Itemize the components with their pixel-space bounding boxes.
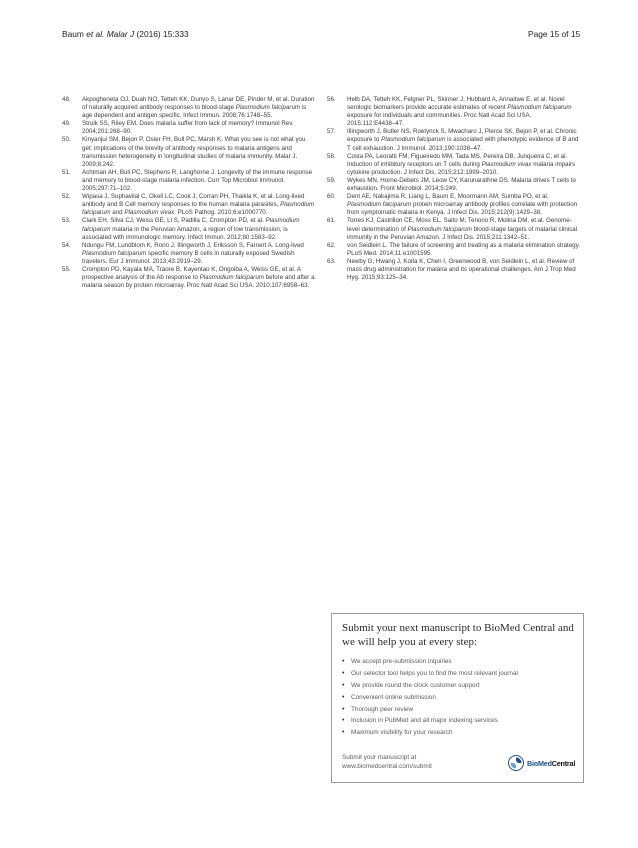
reference-text: Dent AE, Nakajima R, Liang L, Baum E, Moormann AM, Sumba PO, et al. Plasmodium falciparum protein microarray antibody profiles correlate with protection from symptomatic malaria in Kenya. J Infect Dis. 2015;212(9):1429–38. xyxy=(347,193,578,217)
ad-benefit-text: Maximum visibility for your research xyxy=(351,729,453,737)
journal-prefix: Baum xyxy=(62,29,87,39)
ad-benefit-item xyxy=(342,691,578,703)
reference-text: Newby G, Hwang J, Koita K, Chen I, Greenwood B, von Seidlein L, et al. Review of mass drug administration for malaria and its operational challenges. Am J Trop Med Hyg. 2015;93:125–34. xyxy=(347,257,576,282)
reference-item xyxy=(62,266,315,290)
bullet-icon: • xyxy=(342,729,345,737)
ad-benefit-item xyxy=(342,668,578,680)
reference-item xyxy=(327,242,580,258)
reference-item xyxy=(62,242,315,266)
bullet-icon: • xyxy=(342,693,345,701)
reference-number: 49. xyxy=(62,120,71,128)
ad-title: Submit your next manuscript to BioMed Central and we will help you at every step: xyxy=(342,622,574,648)
reference-text: von Seidlein L. The failure of screening and treating as a malaria elimination strategy. PLoS Med. 2014;11:e1001595. xyxy=(347,241,580,257)
reference-item xyxy=(327,153,580,177)
biomed-central-logo-icon xyxy=(508,755,524,771)
page-number: Page 15 of 15 xyxy=(528,29,581,39)
reference-item xyxy=(327,128,580,152)
reference-number: 55. xyxy=(62,265,71,273)
reference-item xyxy=(327,258,580,282)
ad-benefit-text: Convenient online submission xyxy=(351,693,436,701)
ad-benefit-list xyxy=(342,656,578,739)
ad-benefit-item xyxy=(342,715,578,727)
ad-benefit-item xyxy=(342,680,578,692)
reference-item xyxy=(62,96,315,120)
reference-number: 58. xyxy=(327,152,336,160)
reference-number: 54. xyxy=(62,241,71,249)
ad-footer-line: Submit your manuscript at xyxy=(342,754,417,761)
reference-text: Crompton PD, Kayala MA, Traore B, Kayentao K, Ongoiba A, Weiss GE, et al. A prospective analysis of the Ab response to Plasmodium falciparum before and after a malaria season by protein microarray. Proc Natl Acad Sci USA. 2010;107:6958–63. xyxy=(82,265,315,290)
bullet-icon: • xyxy=(342,705,345,713)
ad-benefit-text: Thorough peer review xyxy=(351,705,414,713)
reference-item xyxy=(62,217,315,241)
reference-text: Helb DA, Tetteh KK, Felgner PL, Skinner J, Hubbard A, Arinaitwe E, et al. Novel serologic biomarkers provide accurate estimates of recent Plasmodium falciparum exposure for individuals and communities. Proc Natl Acad Sci USA. 2015;112:E4438–47. xyxy=(347,96,572,128)
biomed-central-ad-box xyxy=(331,613,584,783)
ad-benefit-item xyxy=(342,727,578,739)
reference-number: 63. xyxy=(327,257,336,265)
reference-item xyxy=(62,193,315,217)
bullet-icon: • xyxy=(342,658,345,666)
references-right-column xyxy=(327,96,580,282)
logo-text-b: Central xyxy=(551,758,576,768)
biomed-central-logo-text xyxy=(527,759,575,768)
reference-item xyxy=(327,177,580,193)
reference-number: 51. xyxy=(62,168,71,176)
logo-text-a: BioMed xyxy=(527,758,552,768)
reference-text: Wipasa J, Suphavilai C, Okell LC, Cook J, Corran PH, Thaikla K, et al. Long-lived antibody and B Cell memory responses to the human malaria parasites, Plasmodium falciparum and Plasmodium vivax. PLoS Pathog. 2010;6:e1000770. xyxy=(82,193,315,217)
reference-number: 57. xyxy=(327,128,336,136)
reference-item xyxy=(62,136,315,168)
ad-benefit-text: We accept pre-submission inquiries xyxy=(351,658,452,666)
reference-text: Akpogheneta OJ, Duah NO, Tetteh KK, Dunyo S, Lanar DE, Pinder M, et al. Duration of naturally acquired antibody responses to blood-stage Plasmodium falciparum is age dependent and antigen specific. Infect Immun. 2008;76:1748–55. xyxy=(82,96,315,120)
biomed-central-logo xyxy=(508,755,575,771)
reference-text: Wykes MN, Horne-Debets JM, Leow CY, Karunarathne DS. Malaria drives T cells to exhaustion. Front Microbiol. 2014;5:249. xyxy=(347,176,576,193)
reference-number: 62. xyxy=(327,241,336,249)
reference-text: Torres KJ, Castrillon CE, Moss EL, Saito M, Tenorio R, Molina DM, et al. Genome-level determination of Plasmodium falciparum blood-stage targets of malarial clinical immunity in the Peruvian Amazon. J Infect Dis. 2015;211:1342–51. xyxy=(347,217,578,241)
ad-benefit-text: Our selector tool helps you to find the most relevant journal xyxy=(351,670,518,678)
reference-text: Struik SS, Riley EM. Does malaria suffer from lack of memory? Immunol Rev. 2004;201:268–90. xyxy=(82,120,294,136)
reference-text: Costa PA, Leoratti FM, Figueiredo MM, Tada MS, Pereira DB, Junqueira C, et al. Induction of inhibitory receptors on T cells during Plasmodium vivax malaria impairs cytokine production. J Infect Dis. 2015;212:1999–2010. xyxy=(347,152,576,176)
reference-number: 61. xyxy=(327,217,336,225)
reference-item xyxy=(62,120,315,136)
reference-item xyxy=(62,169,315,193)
reference-text: Clark EH, Silva CJ, Weiss GE, Li S, Padilla C, Crompton PD, et al. Plasmodium falciparum malaria in the Peruvian Amazon, a region of low transmission, is associated with immunologic memory. Infect Immun. 2012;80:1583–92. xyxy=(82,217,300,241)
reference-text: Illingworth J, Butler NS, Roetynck S, Mwacharo J, Pierce SK, Bejon P, et al. Chronic exposure to Plasmodium falciparum is associated with phenotypic evidence of B and T cell exhaustion. J Immunol. 2013;190:1038–47. xyxy=(347,128,579,152)
journal-suffix: (2016) 15:333 xyxy=(134,29,189,39)
bullet-icon: • xyxy=(342,670,345,678)
bullet-icon: • xyxy=(342,681,345,689)
reference-number: 59. xyxy=(327,176,336,184)
ad-benefit-text: Inclusion in PubMed and all major indexing services xyxy=(351,717,498,725)
bullet-icon: • xyxy=(342,717,345,725)
reference-number: 52. xyxy=(62,193,71,201)
reference-item xyxy=(327,96,580,128)
submit-url-link[interactable]: www.biomedcentral.com/submit xyxy=(342,762,432,770)
reference-text: Kinyanjui SM, Bejon P, Osier FH, Bull PC, Marsh K. What you see is not what you get: implications of the brevity of antibody responses to malaria antigens and transmission heterogeneity in longitudinal studies of malaria immunity. Malar J. 2009;8:242. xyxy=(82,136,306,168)
reference-text: Achtman AH, Bull PC, Stephens R, Langhorne J. Longevity of the immune response and memory to blood-stage malaria infection. Curr Top Microbiol Immunol. 2005;297:71–102. xyxy=(82,168,313,193)
ad-benefit-item xyxy=(342,656,578,668)
journal-citation-header xyxy=(62,29,189,39)
reference-number: 60. xyxy=(327,193,336,201)
ad-footer xyxy=(342,754,492,771)
reference-item xyxy=(327,217,580,241)
ad-benefit-item xyxy=(342,703,578,715)
reference-item xyxy=(327,193,580,217)
journal-italic: et al. Malar J xyxy=(86,29,135,39)
reference-number: 48. xyxy=(62,96,71,103)
ad-benefit-text: We provide round the clock customer support xyxy=(351,681,480,689)
reference-number: 56. xyxy=(327,96,336,103)
reference-number: 50. xyxy=(62,136,71,144)
reference-number: 53. xyxy=(62,217,71,225)
reference-text: Ndungu FM, Lundblom K, Rono J, Illingworth J, Eriksson S, Farnert A. Long-lived Plasmodium falciparum specific memory B cells in naturally exposed Swedish travelers. Eur J Immunol. 2013;43:2919–29. xyxy=(82,241,304,265)
references-left-column xyxy=(62,96,315,290)
